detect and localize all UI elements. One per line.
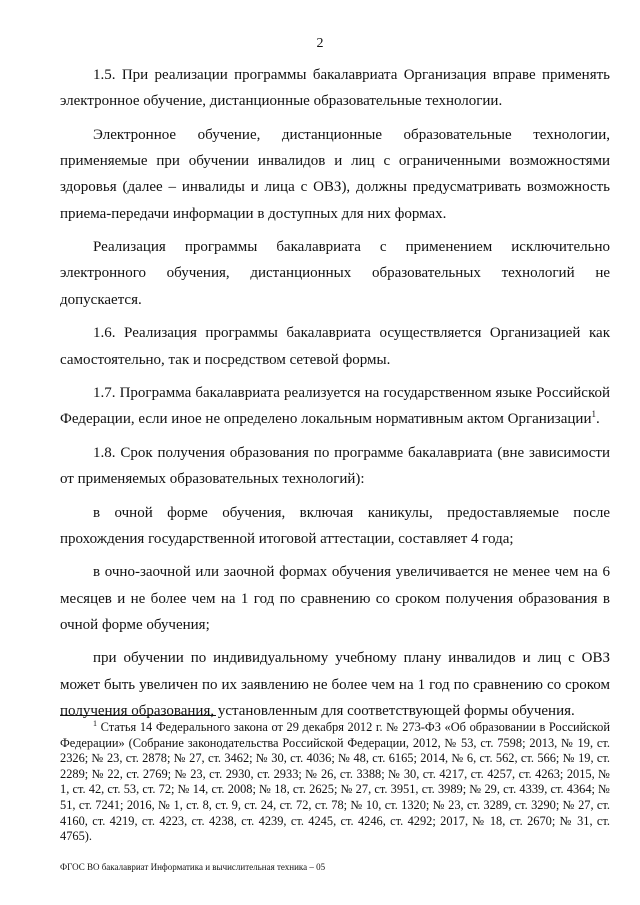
paragraph-1-7-text: 1.7. Программа бакалавриата реализуется на государственном языке Российской Федерации, если иное не определено локальным нормативным актом Организации xyxy=(60,385,610,428)
paragraph-distance-only: Реализация программы бакалавриата с применением исключительно электронного обучения, дистанционных образовательных технологий не допускается. xyxy=(60,239,610,308)
footnote-marker: 1 xyxy=(93,718,97,728)
paragraph-1-7: 1.7. Программа бакалавриата реализуется на государственном языке Российской Федерации, если иное не определено локальным нормативным актом Организации$^1$. xyxy=(60,385,610,428)
footnote xyxy=(60,720,610,845)
paragraph-1-6: 1.6. Реализация программы бакалавриата осуществляется Организацией как самостоятельно, так и посредством сетевой формы. xyxy=(60,325,610,368)
paragraph-individual-plan: при обучении по индивидуальному учебному плану инвалидов и лиц с ОВЗ может быть увеличен по их заявлению не более чем на 1 год по сравнению со сроком получения образования, установленным для соответствующей формы обучения. xyxy=(60,650,610,720)
footnote-text: Статья 14 Федерального закона от 29 декабря 2012 г. № 273-ФЗ «Об образовании в Российской Федерации» (Собрание законодательства Российской Федерации, 2012, № 53, ст. 7598; 2013, № 19, ст. 2326; № 23, ст. 2878; № 27, ст. 3462; № 30, ст. 4036; № 48, ст. 6165; 2014, № 6, ст. 562, ст. 566; № 19, ст. 2289; № 22, ст. 2769; № 23, ст. 2930, ст. 2933; № 26, ст. 3388; № 30, ст. 4217, ст. 4257, ст. 4263; 2015, № 1, ст. 42, ст. 53, ст. 72; № 14, ст. 2008; № 18, ст. 2625; № 27, ст. 3951, ст. 3989; № 29, ст. 4339, ст. 4364; № 51, ст. 7241; 2016, № 1, ст. 8, ст. 9, ст. 24, ст. 72, ст. 78; № 10, ст. 1320; № 23, ст. 3289, ст. 3290; № 27, ст. 4160, ст. 4219, ст. 4223, ст. 4238, ст. 4239, ст. 4245, ст. 4246, ст. 4292; 2017, № 18, ст. 2670; № 31, ст. 4765). xyxy=(60,720,610,844)
paragraph-part-time: в очно-заочной или заочной формах обучения увеличивается не менее чем на 6 месяцев и не более чем на 1 год по сравнению со сроком получения образования в очной форме обучения; xyxy=(60,564,610,633)
paragraph-full-time: в очной форме обучения, включая каникулы, предоставляемые после прохождения государственной итоговой аттестации, составляет 4 года; xyxy=(60,504,610,547)
page-footer: ФГОС ВО бакалавриат Информатика и вычислительная техника – 05 xyxy=(60,862,326,872)
paragraph-1-8: 1.8. Срок получения образования по программе бакалавриата (вне зависимости от применяемых образовательных технологий): xyxy=(60,444,610,488)
paragraph-1-5: 1.5. При реализации программы бакалавриата Организация вправе применять электронное обучение, дистанционные образовательные технологии. xyxy=(60,67,610,110)
page-number: 2 xyxy=(316,36,324,51)
footnote-divider xyxy=(60,715,216,716)
body-text xyxy=(60,62,610,724)
paragraph-e-learning-ovz: Электронное обучение, дистанционные образовательные технологии, применяемые при обучении инвалидов и лиц с ограниченными возможностями здоровья (далее – инвалиды и лица с ОВЗ), должны предусматривать возможность приема-передачи информации в доступных для них формах. xyxy=(60,126,610,222)
footnote-reference[interactable]: 1 xyxy=(591,409,596,420)
